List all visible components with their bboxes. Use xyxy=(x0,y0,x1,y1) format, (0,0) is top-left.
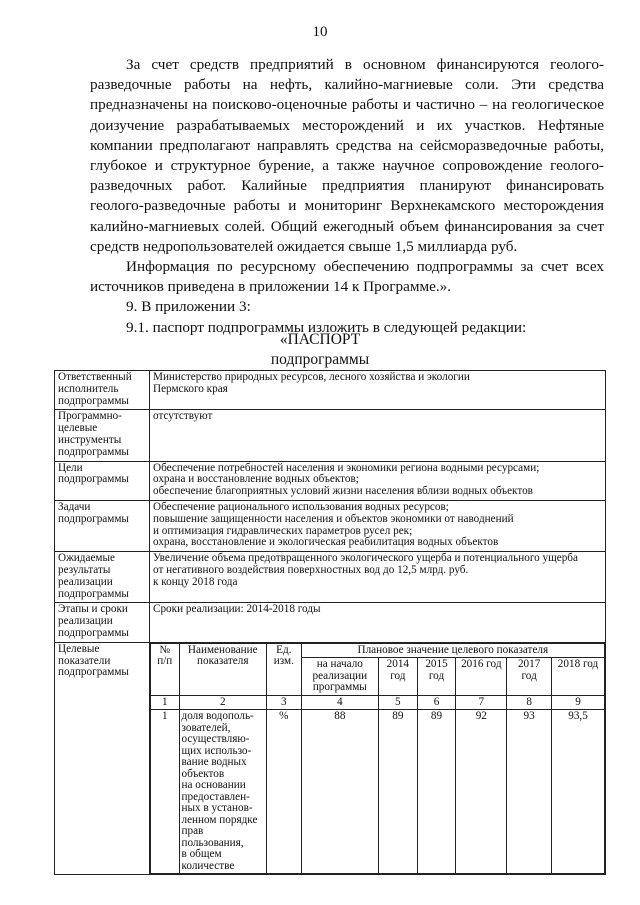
col-number: 8 xyxy=(507,695,552,710)
indicator-num: 1 xyxy=(151,710,180,874)
header-planned: Плановое значение целевого показателя xyxy=(301,643,604,658)
paragraph-4: 9.1. паспорт подпрограммы изложить в следующей редакции: xyxy=(126,318,527,336)
header-num: № п/п xyxy=(151,643,180,695)
value-results: Увеличение объема предотвращенного экологического ущерба и потенциального ущерба от негативного воздействия поверхностных вод до 12,5 млрд. руб. к концу 2018 года xyxy=(150,552,606,603)
row-goals xyxy=(55,461,606,500)
col-number: 1 xyxy=(151,695,180,710)
col-number: 4 xyxy=(301,695,378,710)
label-targets: Целевые показатели подпрограммы xyxy=(55,642,150,875)
row-targets xyxy=(55,642,606,875)
label-executor: Ответственный исполнитель подпрограммы xyxy=(55,371,150,410)
indicator-value-2018: 93,5 xyxy=(552,710,605,874)
passport-table xyxy=(54,370,606,875)
indicator-value-2017: 93 xyxy=(507,710,552,874)
label-goals: Цели подпрограммы xyxy=(55,461,150,500)
paragraph-2: Информация по ресурсному обеспечению подпрограммы за счет всех источников приведена в приложении 14 к Программе.». xyxy=(90,258,604,296)
col-number: 3 xyxy=(267,695,302,710)
header-2018: 2018 год xyxy=(552,658,605,696)
row-results xyxy=(55,552,606,603)
targets-cell xyxy=(150,642,606,875)
page-number: 10 xyxy=(312,24,328,40)
header-start: на начало реализации программы xyxy=(301,658,378,696)
col-number: 2 xyxy=(179,695,267,710)
row-instruments xyxy=(55,410,606,461)
indicators-table xyxy=(150,643,605,875)
body-text xyxy=(90,55,604,338)
paragraph-1: За счет средств предприятий в основном финансируются геолого-разведочные работы на нефть, калийно-магниевые соли. Эти средства предназначены на поисково-оценочные работы и частично – на геологическое доизучение разрабатываемых месторождений и их участков. Нефтяные компании предполагают направлять средства на сейсморазведочные работы, глубокое и структурное бурение, а также научное сопровождение геолого-разведочных работ. Калийные предприятия планируют финансировать геолого-разведочные работы и мониторинг Верхнекамского месторождения калийно-магниевых солей. Общий ежегодный объем финансирования за счет средств недропользователей ожидается свыше 1,5 миллиарда руб. xyxy=(90,56,604,255)
value-tasks: Обеспечение рационального использования водных ресурсов; повышение защищенности населения и объектов экономики от наводнений и оптимизация гидравлических параметров русел рек; охрана, восстановление и экологическая реабилитация водных объектов xyxy=(150,500,606,551)
header-2017: 2017 год xyxy=(507,658,552,696)
value-stages: Сроки реализации: 2014-2018 годы xyxy=(150,603,606,642)
col-number: 6 xyxy=(417,695,456,710)
label-instruments: Программно- целевые инструменты подпрограммы xyxy=(55,410,150,461)
header-unit: Ед. изм. xyxy=(267,643,302,695)
indicators-header-row-1 xyxy=(151,643,605,658)
row-executor xyxy=(55,371,606,410)
value-instruments: отсутствуют xyxy=(150,410,606,461)
col-number: 9 xyxy=(552,695,605,710)
indicator-row xyxy=(151,710,605,874)
header-2015: 2015 год xyxy=(417,658,456,696)
passport-title: «ПАСПОРТ xyxy=(279,331,361,348)
value-executor: Министерство природных ресурсов, лесного хозяйства и экологии Пермского края xyxy=(150,371,606,410)
indicators-column-numbers xyxy=(151,695,605,710)
row-stages xyxy=(55,603,606,642)
paragraph-3: 9. В приложении 3: xyxy=(126,298,251,316)
label-tasks: Задачи подпрограммы xyxy=(55,500,150,551)
indicator-value-2014: 89 xyxy=(379,710,418,874)
header-2014: 2014 год xyxy=(379,658,418,696)
header-name: Наименование показателя xyxy=(179,643,267,695)
passport-subtitle: подпрограммы xyxy=(270,351,370,368)
col-number: 5 xyxy=(379,695,418,710)
label-stages: Этапы и сроки реализации подпрограммы xyxy=(55,603,150,642)
header-2016: 2016 год xyxy=(456,658,507,696)
value-goals: Обеспечение потребностей населения и экономики региона водными ресурсами; охрана и восстановление водных объектов; обеспечение благоприятных условий жизни населения вблизи водных объектов xyxy=(150,461,606,500)
indicator-value-start: 88 xyxy=(301,710,378,874)
indicator-value-2016: 92 xyxy=(456,710,507,874)
indicator-value-2015: 89 xyxy=(417,710,456,874)
col-number: 7 xyxy=(456,695,507,710)
indicator-unit: % xyxy=(267,710,302,874)
row-tasks xyxy=(55,500,606,551)
indicator-name: доля водополь- зователей, осуществляю- щих использо- вание водных объектов на основании предоставлен- ных в установ- ленном порядке прав пользования, в общем количестве xyxy=(179,710,267,874)
label-results: Ожидаемые результаты реализации подпрограммы xyxy=(55,552,150,603)
